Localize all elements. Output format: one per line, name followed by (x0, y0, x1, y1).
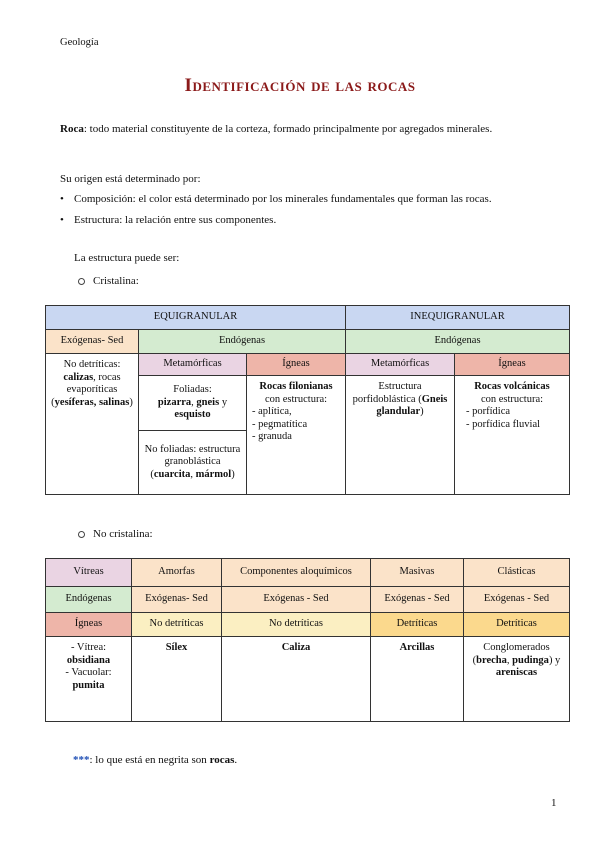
origin-cell: Exógenas - Sed (464, 587, 570, 613)
crystalline-label: Cristalina: (93, 275, 139, 287)
rock-name: Gneis glandular (376, 393, 448, 417)
bullet-icon: • (60, 193, 64, 205)
amorfas-examples (132, 637, 222, 722)
rock-name: Arcillas (399, 642, 435, 653)
list-item-text: Estructura: la relación entre sus componentes. (74, 214, 277, 226)
list-item: - granuda (252, 431, 292, 442)
noncrystalline-table (45, 558, 570, 722)
rock-name: brecha (476, 654, 507, 666)
rock-name: calizas (63, 371, 94, 383)
rock-name: cuarcita (153, 468, 191, 480)
igneas-cell: Ígneas (247, 354, 346, 376)
list-item: - aplítica, (252, 406, 292, 417)
cell-text: , (190, 468, 196, 480)
footnote-bold: rocas (209, 754, 235, 766)
cell-text: Estructura porfidoblástica ( (352, 381, 422, 405)
no-detriticas-cell (46, 354, 139, 495)
rock-name: Sílex (165, 642, 188, 653)
endogenas-cell: Endógenas (139, 330, 346, 354)
cell-text: , (506, 654, 513, 666)
rock-name: Rocas filonianas (259, 381, 333, 392)
crystalline-heading (78, 275, 139, 287)
circle-bullet-icon (78, 531, 85, 538)
porfidoblastica-cell (346, 376, 455, 495)
type-cell: No detríticas (132, 613, 222, 637)
origin-cell: Endógenas (46, 587, 132, 613)
cell-text: - Vítrea: (70, 642, 107, 653)
cell-text: ) y (548, 654, 561, 666)
metamorficas-cell: Metamórficas (346, 354, 455, 376)
list-item: - porfídica (466, 406, 511, 417)
list-item (60, 192, 558, 207)
origin-cell: Exógenas - Sed (371, 587, 464, 613)
list-item (60, 213, 558, 228)
cell-text: Conglomerados ( (472, 642, 550, 666)
cell-text: No foliadas: estructura granoblástica ( (144, 443, 241, 480)
list-item-text: Composición: el color está determinado por los minerales fundamentales que forman las rocas. (74, 193, 492, 205)
endogenas-cell: Endógenas (346, 330, 570, 354)
rock-name: Caliza (281, 642, 311, 653)
page-header: Geología (60, 37, 99, 48)
list-item: - porfídica fluvial (466, 418, 541, 430)
volcanicas-cell (455, 376, 570, 495)
cell-text: Foliadas: (173, 384, 212, 396)
cell-text: No detríticas: (63, 359, 121, 370)
noncrystalline-heading (78, 528, 153, 540)
igneas-cell: Ígneas (455, 354, 570, 376)
circle-bullet-icon (78, 278, 85, 285)
aloquimicos-header: Componentes aloquímicos (222, 559, 371, 587)
exogenas-cell: Exógenas- Sed (46, 330, 139, 354)
rock-name: pudinga (512, 654, 549, 666)
rock-name: yesíferas, salinas (54, 396, 130, 408)
page-title: Identificación de las rocas (184, 75, 416, 96)
no-foliadas-cell (139, 431, 247, 495)
footnote-text: : lo que está en negrita son (89, 754, 210, 766)
type-cell: Detríticas (464, 613, 570, 637)
aloquimicos-examples (222, 637, 371, 722)
list-item: - pegmatítica (252, 418, 308, 430)
cell-text: ) (129, 396, 133, 408)
foliadas-cell (139, 376, 247, 431)
rock-name: esquisto (174, 409, 211, 421)
origin-list (60, 192, 558, 234)
bullet-icon: • (60, 214, 64, 226)
rock-name: gneis (196, 396, 220, 408)
structure-note: La estructura puede ser: (74, 252, 180, 264)
footnote (73, 754, 237, 766)
cell-text: , (191, 396, 197, 408)
footnote-end: . (234, 754, 238, 766)
equigranular-header: EQUIGRANULAR (46, 306, 346, 330)
cell-text: - Vacuolar: (65, 667, 112, 678)
asterisk-marker: *** (73, 754, 90, 766)
origin-cell: Exógenas - Sed (222, 587, 371, 613)
cell-text: ) (231, 468, 235, 480)
rock-name: pizarra (157, 396, 192, 408)
metamorficas-cell: Metamórficas (139, 354, 247, 376)
rock-name: Rocas volcánicas (474, 381, 550, 392)
cell-text: y (219, 396, 228, 408)
type-cell: Detríticas (371, 613, 464, 637)
rock-name: obsidiana (66, 654, 111, 666)
origin-cell: Exógenas- Sed (132, 587, 222, 613)
noncrystalline-label: No cristalina: (93, 528, 153, 540)
page-number: 1 (551, 797, 557, 809)
cell-text: ) (420, 406, 424, 417)
rock-name: areniscas (495, 667, 538, 678)
rock-definition (60, 122, 558, 137)
crystalline-table (45, 305, 570, 495)
masivas-header: Masivas (371, 559, 464, 587)
clasticas-header: Clásticas (464, 559, 570, 587)
vitreas-examples (46, 637, 132, 722)
origin-intro: Su origen está determinado por: (60, 173, 201, 185)
rock-name: mármol (195, 468, 232, 480)
vitreas-header: Vítreas (46, 559, 132, 587)
clasticas-examples (464, 637, 570, 722)
filonianas-cell (247, 376, 346, 495)
rock-name: pumita (72, 679, 105, 691)
type-cell: No detríticas (222, 613, 371, 637)
masivas-examples (371, 637, 464, 722)
type-cell: Ígneas (46, 613, 132, 637)
amorfas-header: Amorfas (132, 559, 222, 587)
rock-definition-text: : todo material constituyente de la corteza, formado principalmente por agregados minerales. (83, 123, 493, 135)
cell-text: con estructura: (480, 393, 544, 405)
rock-term: Roca (60, 123, 84, 135)
cell-text: , rocas evaporíticas ( (51, 371, 121, 408)
cell-text: con estructura: (264, 393, 328, 405)
inequigranular-header: INEQUIGRANULAR (346, 306, 570, 330)
